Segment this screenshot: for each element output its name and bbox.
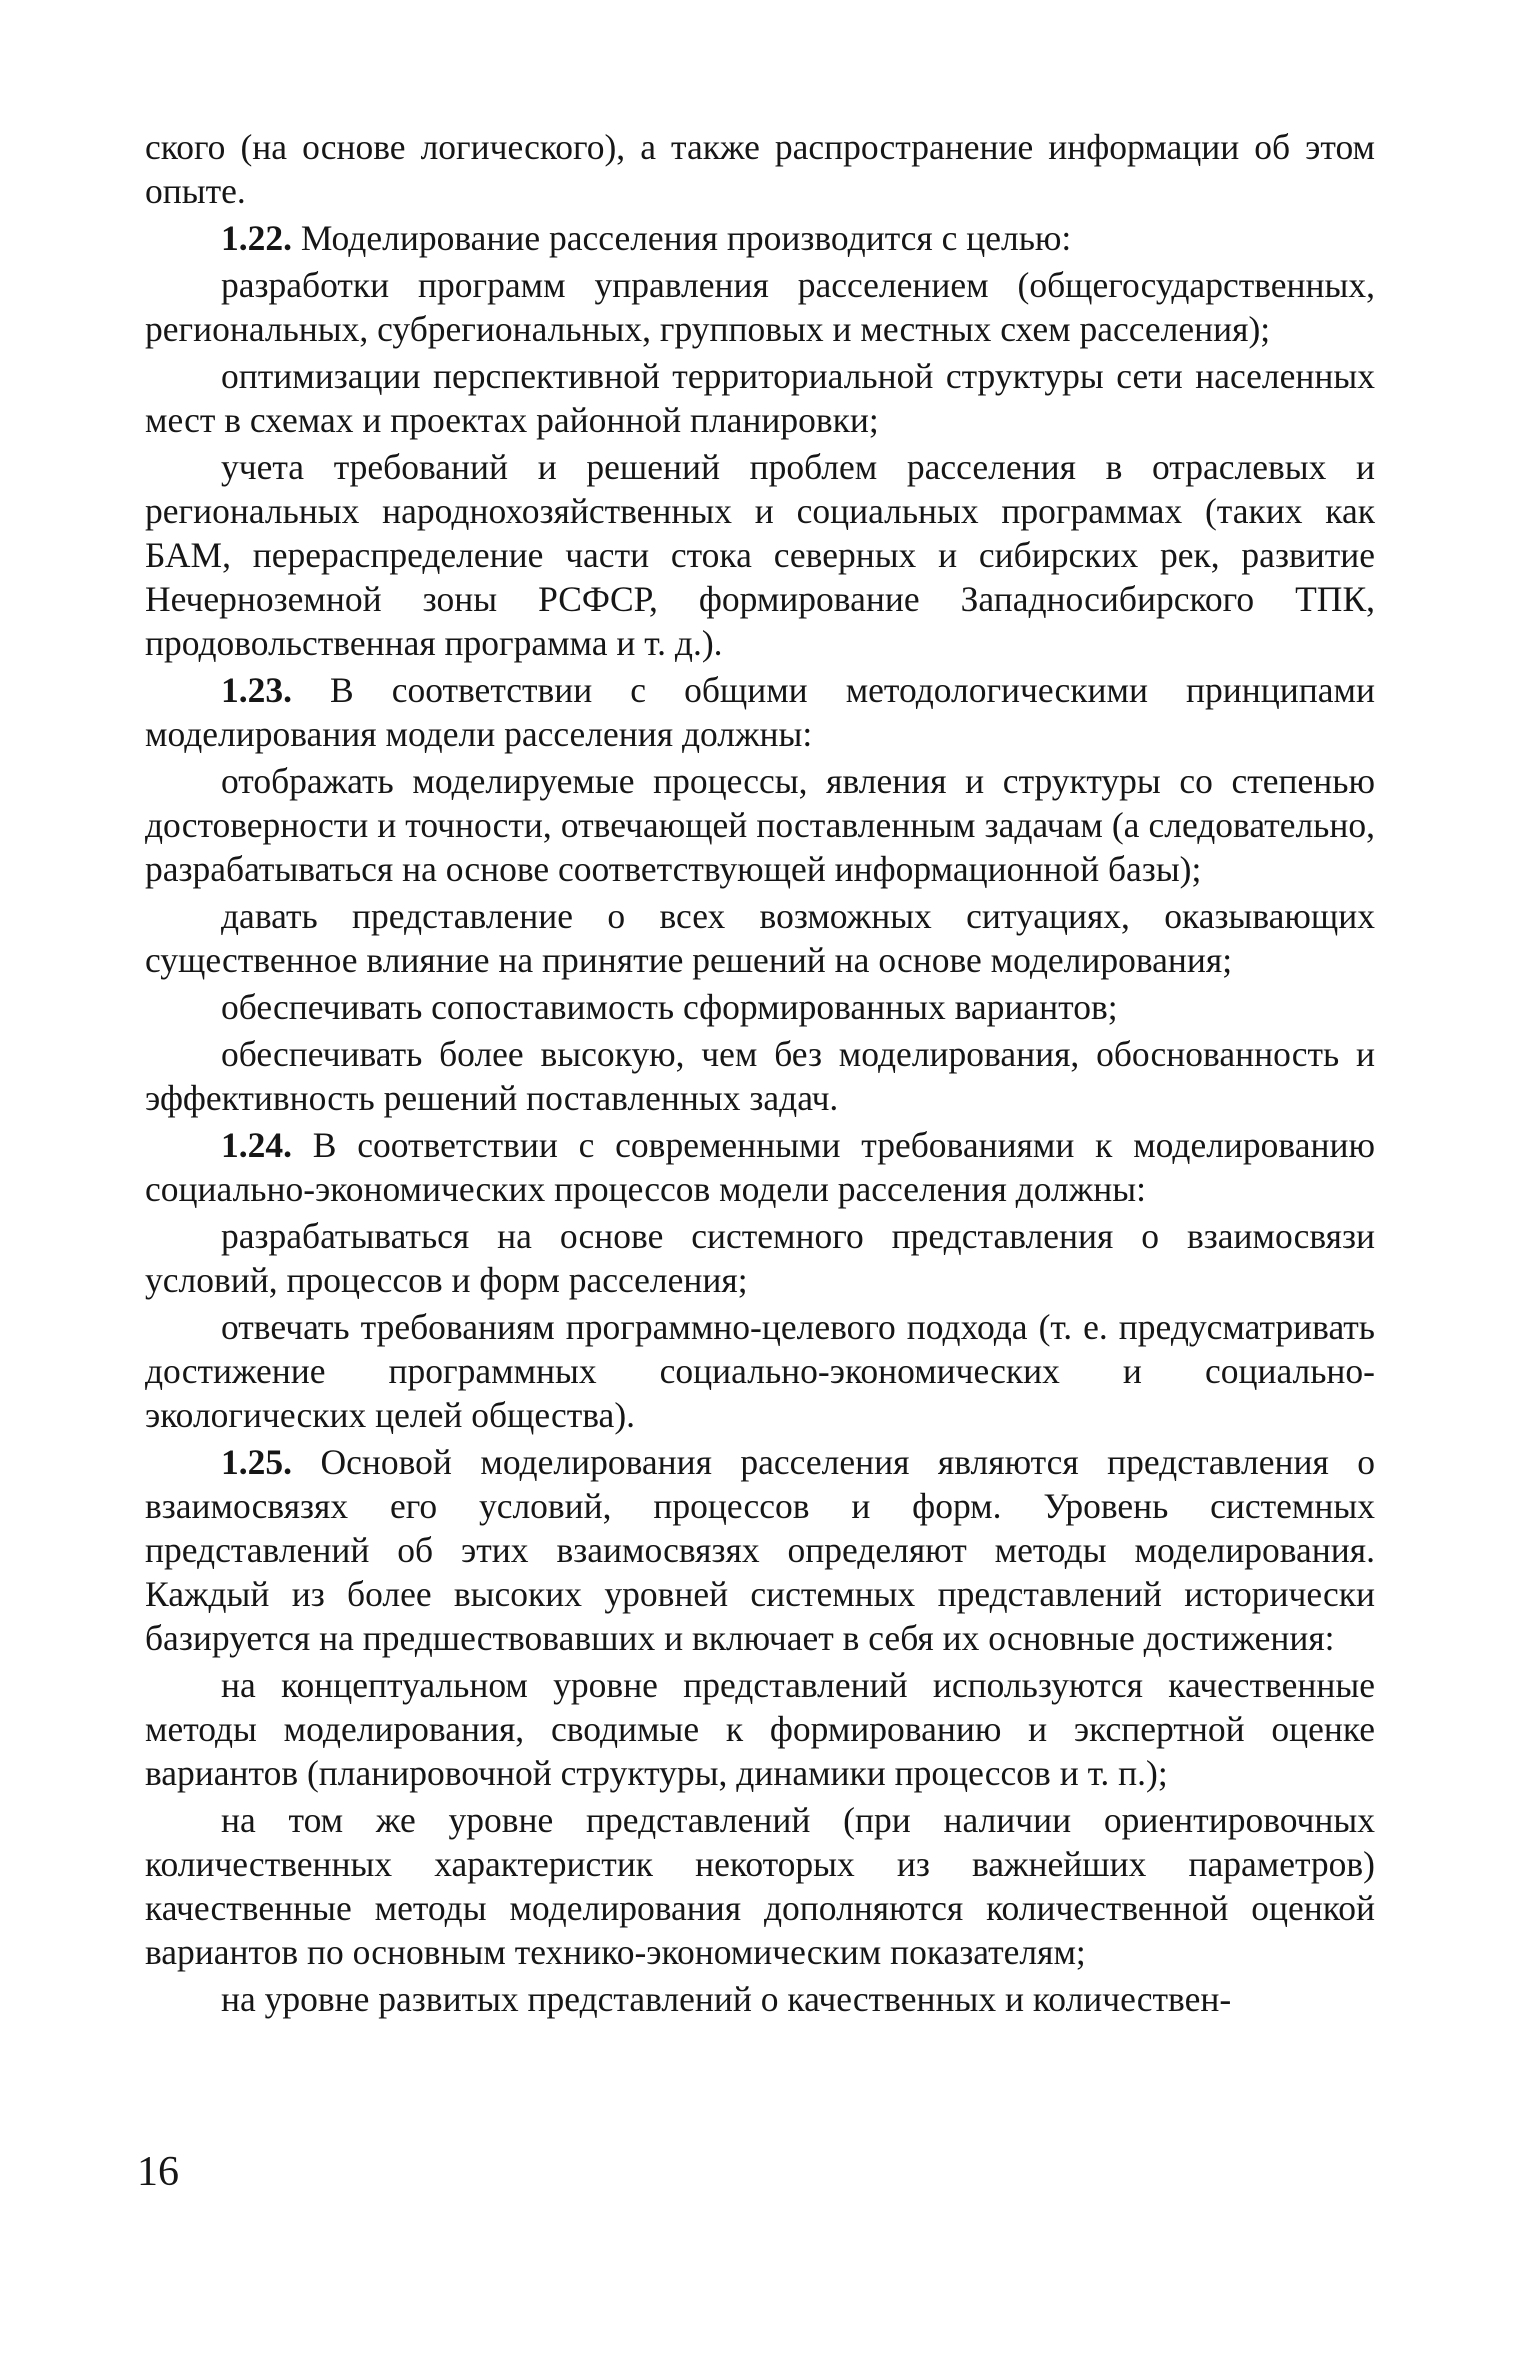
paragraph (145, 354, 1375, 442)
section-number: 1.22. (221, 218, 292, 258)
paragraph (145, 1798, 1375, 1974)
page-body (145, 125, 1375, 2021)
paragraph-section-1-23 (145, 668, 1375, 756)
paragraph (145, 1305, 1375, 1437)
paragraph (145, 1977, 1375, 2021)
paragraph-text: на концептуальном уровне представлений используются качественные методы моделирования, сводимые к формированию и экспертной оценке вариантов (планировочной структуры, динамики процессов и т. п.); (145, 1665, 1375, 1793)
paragraph (145, 1032, 1375, 1120)
paragraph (145, 985, 1375, 1029)
paragraph (145, 1214, 1375, 1302)
page-number: 16 (137, 2149, 179, 2195)
paragraph-section-1-25 (145, 1440, 1375, 1660)
paragraph-text: обеспечивать более высокую, чем без моделирования, обоснованность и эффективность решений поставленных задач. (145, 1034, 1375, 1118)
paragraph-section-1-24 (145, 1123, 1375, 1211)
paragraph-text: разрабатываться на основе системного представления о взаимосвязи условий, процессов и форм расселения; (145, 1216, 1375, 1300)
paragraph-text: В соответствии с современными требованиями к моделированию социально-экономических процессов модели расселения должны: (145, 1125, 1375, 1209)
paragraph-text: на том же уровне представлений (при наличии ориентировочных количественных характеристик некоторых из важнейших параметров) качественные методы моделирования дополняются количественной оценкой вариантов по основным технико-экономическим показателям; (145, 1800, 1375, 1972)
paragraph (145, 263, 1375, 351)
paragraph (145, 445, 1375, 665)
paragraph-section-1-22 (145, 216, 1375, 260)
section-number: 1.25. (221, 1442, 292, 1482)
section-number: 1.24. (221, 1125, 292, 1165)
paragraph-text: Основой моделирования расселения являются представления о взаимосвязях его условий, процессов и форм. Уровень системных представлений об этих взаимосвязях определяют методы моделирования. Каждый из более высоких уровней системных представлений исторически базируется на предшествовавших и включает в себя их основные достижения: (145, 1442, 1375, 1658)
paragraph-text: разработки программ управления расселением (общегосударственных, региональных, субрегиональных, групповых и местных схем расселения); (145, 265, 1375, 349)
paragraph-text: обеспечивать сопоставимость сформированных вариантов; (221, 987, 1118, 1027)
paragraph-text: В соответствии с общими методологическими принципами моделирования модели расселения должны: (145, 670, 1375, 754)
paragraph-text: Моделирование расселения производится с целью: (292, 218, 1072, 258)
paragraph (145, 1663, 1375, 1795)
paragraph-text: на уровне развитых представлений о качественных и количествен- (221, 1979, 1232, 2019)
section-number: 1.23. (221, 670, 292, 710)
paragraph (145, 125, 1375, 213)
paragraph-text: давать представление о всех возможных ситуациях, оказывающих существенное влияние на принятие решений на основе моделирования; (145, 896, 1375, 980)
paragraph-text: оптимизации перспективной территориальной структуры сети населенных мест в схемах и проектах районной планировки; (145, 356, 1375, 440)
paragraph-text: отвечать требованиям программно-целевого подхода (т. е. предусматривать достижение программных социально-экономических и социально-экологических целей общества). (145, 1307, 1375, 1435)
paragraph (145, 759, 1375, 891)
paragraph (145, 894, 1375, 982)
paragraph-text: учета требований и решений проблем расселения в отраслевых и региональных народнохозяйственных и социальных программах (таких как БАМ, перераспределение части стока северных и сибирских рек, развитие Нечерноземной зоны РСФСР, формирование Западносибирского ТПК, продовольственная программа и т. д.). (145, 447, 1375, 663)
paragraph-text: ского (на основе логического), а также распространение информации об этом опыте. (145, 127, 1375, 211)
paragraph-text: отображать моделируемые процессы, явления и структуры со степенью достоверности и точности, отвечающей поставленным задачам (а следовательно, разрабатываться на основе соответствующей информационной базы); (145, 761, 1375, 889)
